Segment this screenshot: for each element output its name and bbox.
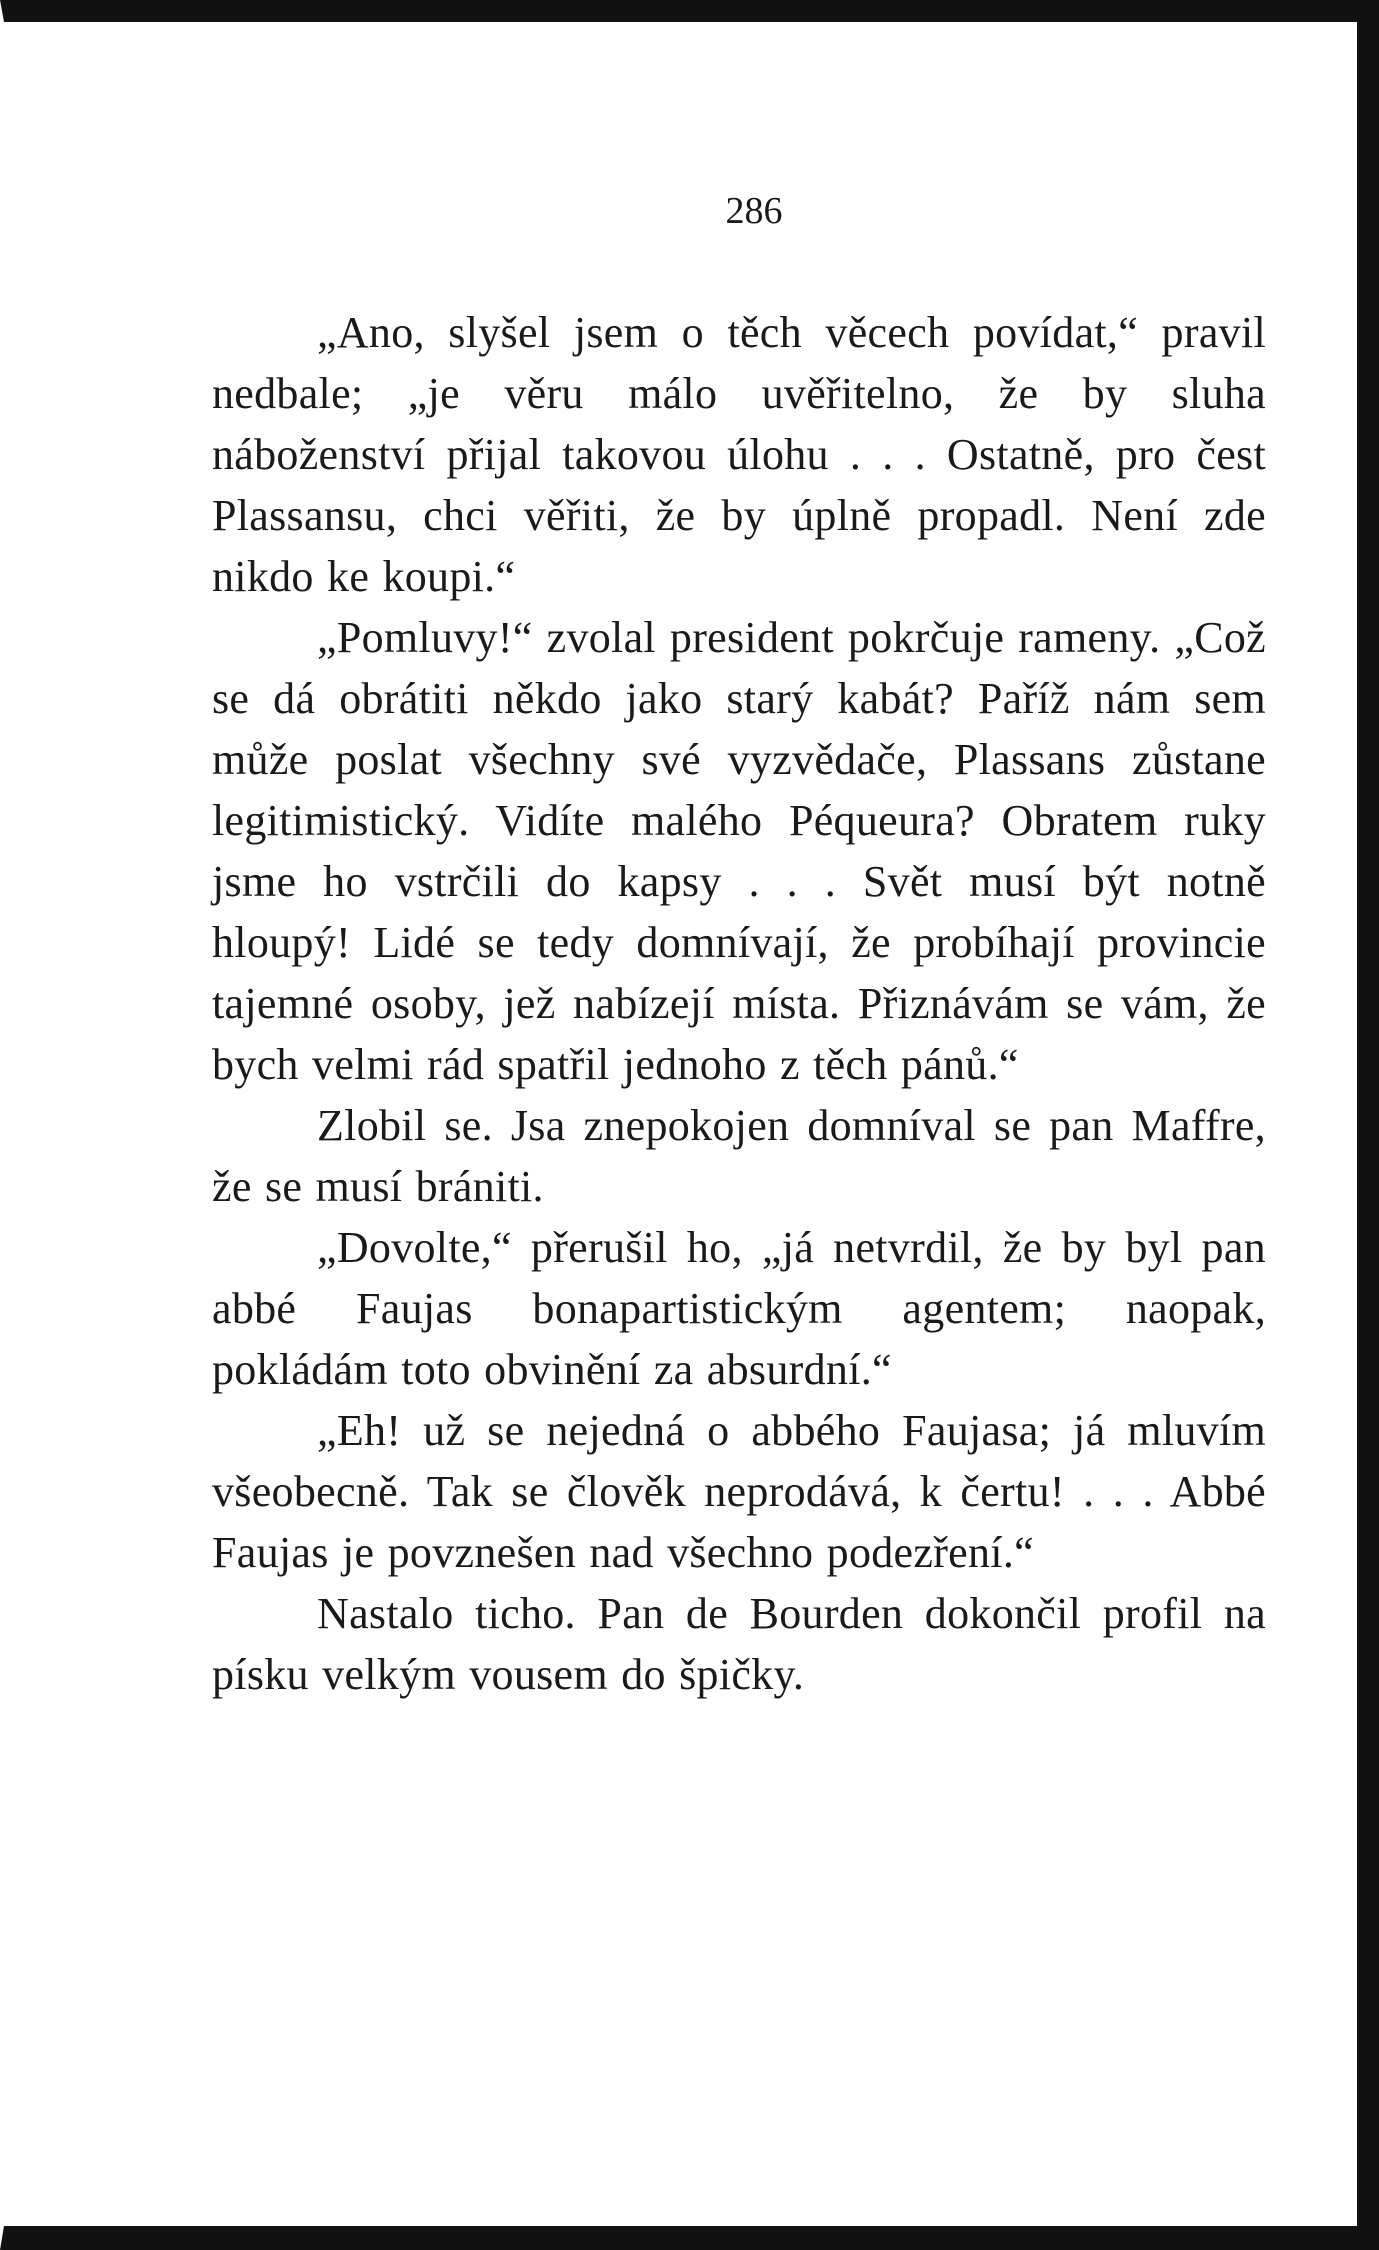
paragraph-6: Nastalo ticho. Pan de Bourden dokončil profil na písku velkým vousem do špičky. bbox=[212, 1589, 1266, 1699]
paragraph-1: „Ano, slyšel jsem o těch věcech povídat,“ pravil nedbale; „je věru málo uvěřitelno, že by sluha náboženství přijal takovou úlohu . . . Ostatně, pro čest Plassansu, chci věřiti, že by úplně propadl. Není zde nikdo ke koupi.“ bbox=[212, 308, 1266, 601]
book-page bbox=[212, 188, 1266, 1705]
paragraph-3: Zlobil se. Jsa znepokojen domníval se pan Maffre, že se musí brániti. bbox=[212, 1101, 1266, 1211]
page-number: 286 bbox=[725, 190, 783, 232]
paragraph-4: „Dovolte,“ přerušil ho, „já netvrdil, že by byl pan abbé Faujas bonapartistickým agentem; naopak, pokládám toto obvinění za absurdní.“ bbox=[212, 1223, 1266, 1394]
paragraph-5: „Eh! už se nejedná o abbého Faujasa; já mluvím všeobecně. Tak se člověk neprodává, k čertu! . . . Abbé Faujas je povznešen nad všechno podezření.“ bbox=[212, 1406, 1266, 1577]
paragraph-2: „Pomluvy!“ zvolal president pokrčuje rameny. „Což se dá obrátiti někdo jako starý kabát? Paříž nám sem může poslat všechny své vyzvědače, Plassans zůstane legitimistický. Vidíte malého Péqueura? Obratem ruky jsme ho vstrčili do kapsy . . . Svět musí být notně hloupý! Lidé se tedy domnívají, že probíhají provincie tajemné osoby, jež nabízejí místa. Přiznávám se vám, že bych velmi rád spatřil jednoho z těch pánů.“ bbox=[212, 613, 1266, 1089]
